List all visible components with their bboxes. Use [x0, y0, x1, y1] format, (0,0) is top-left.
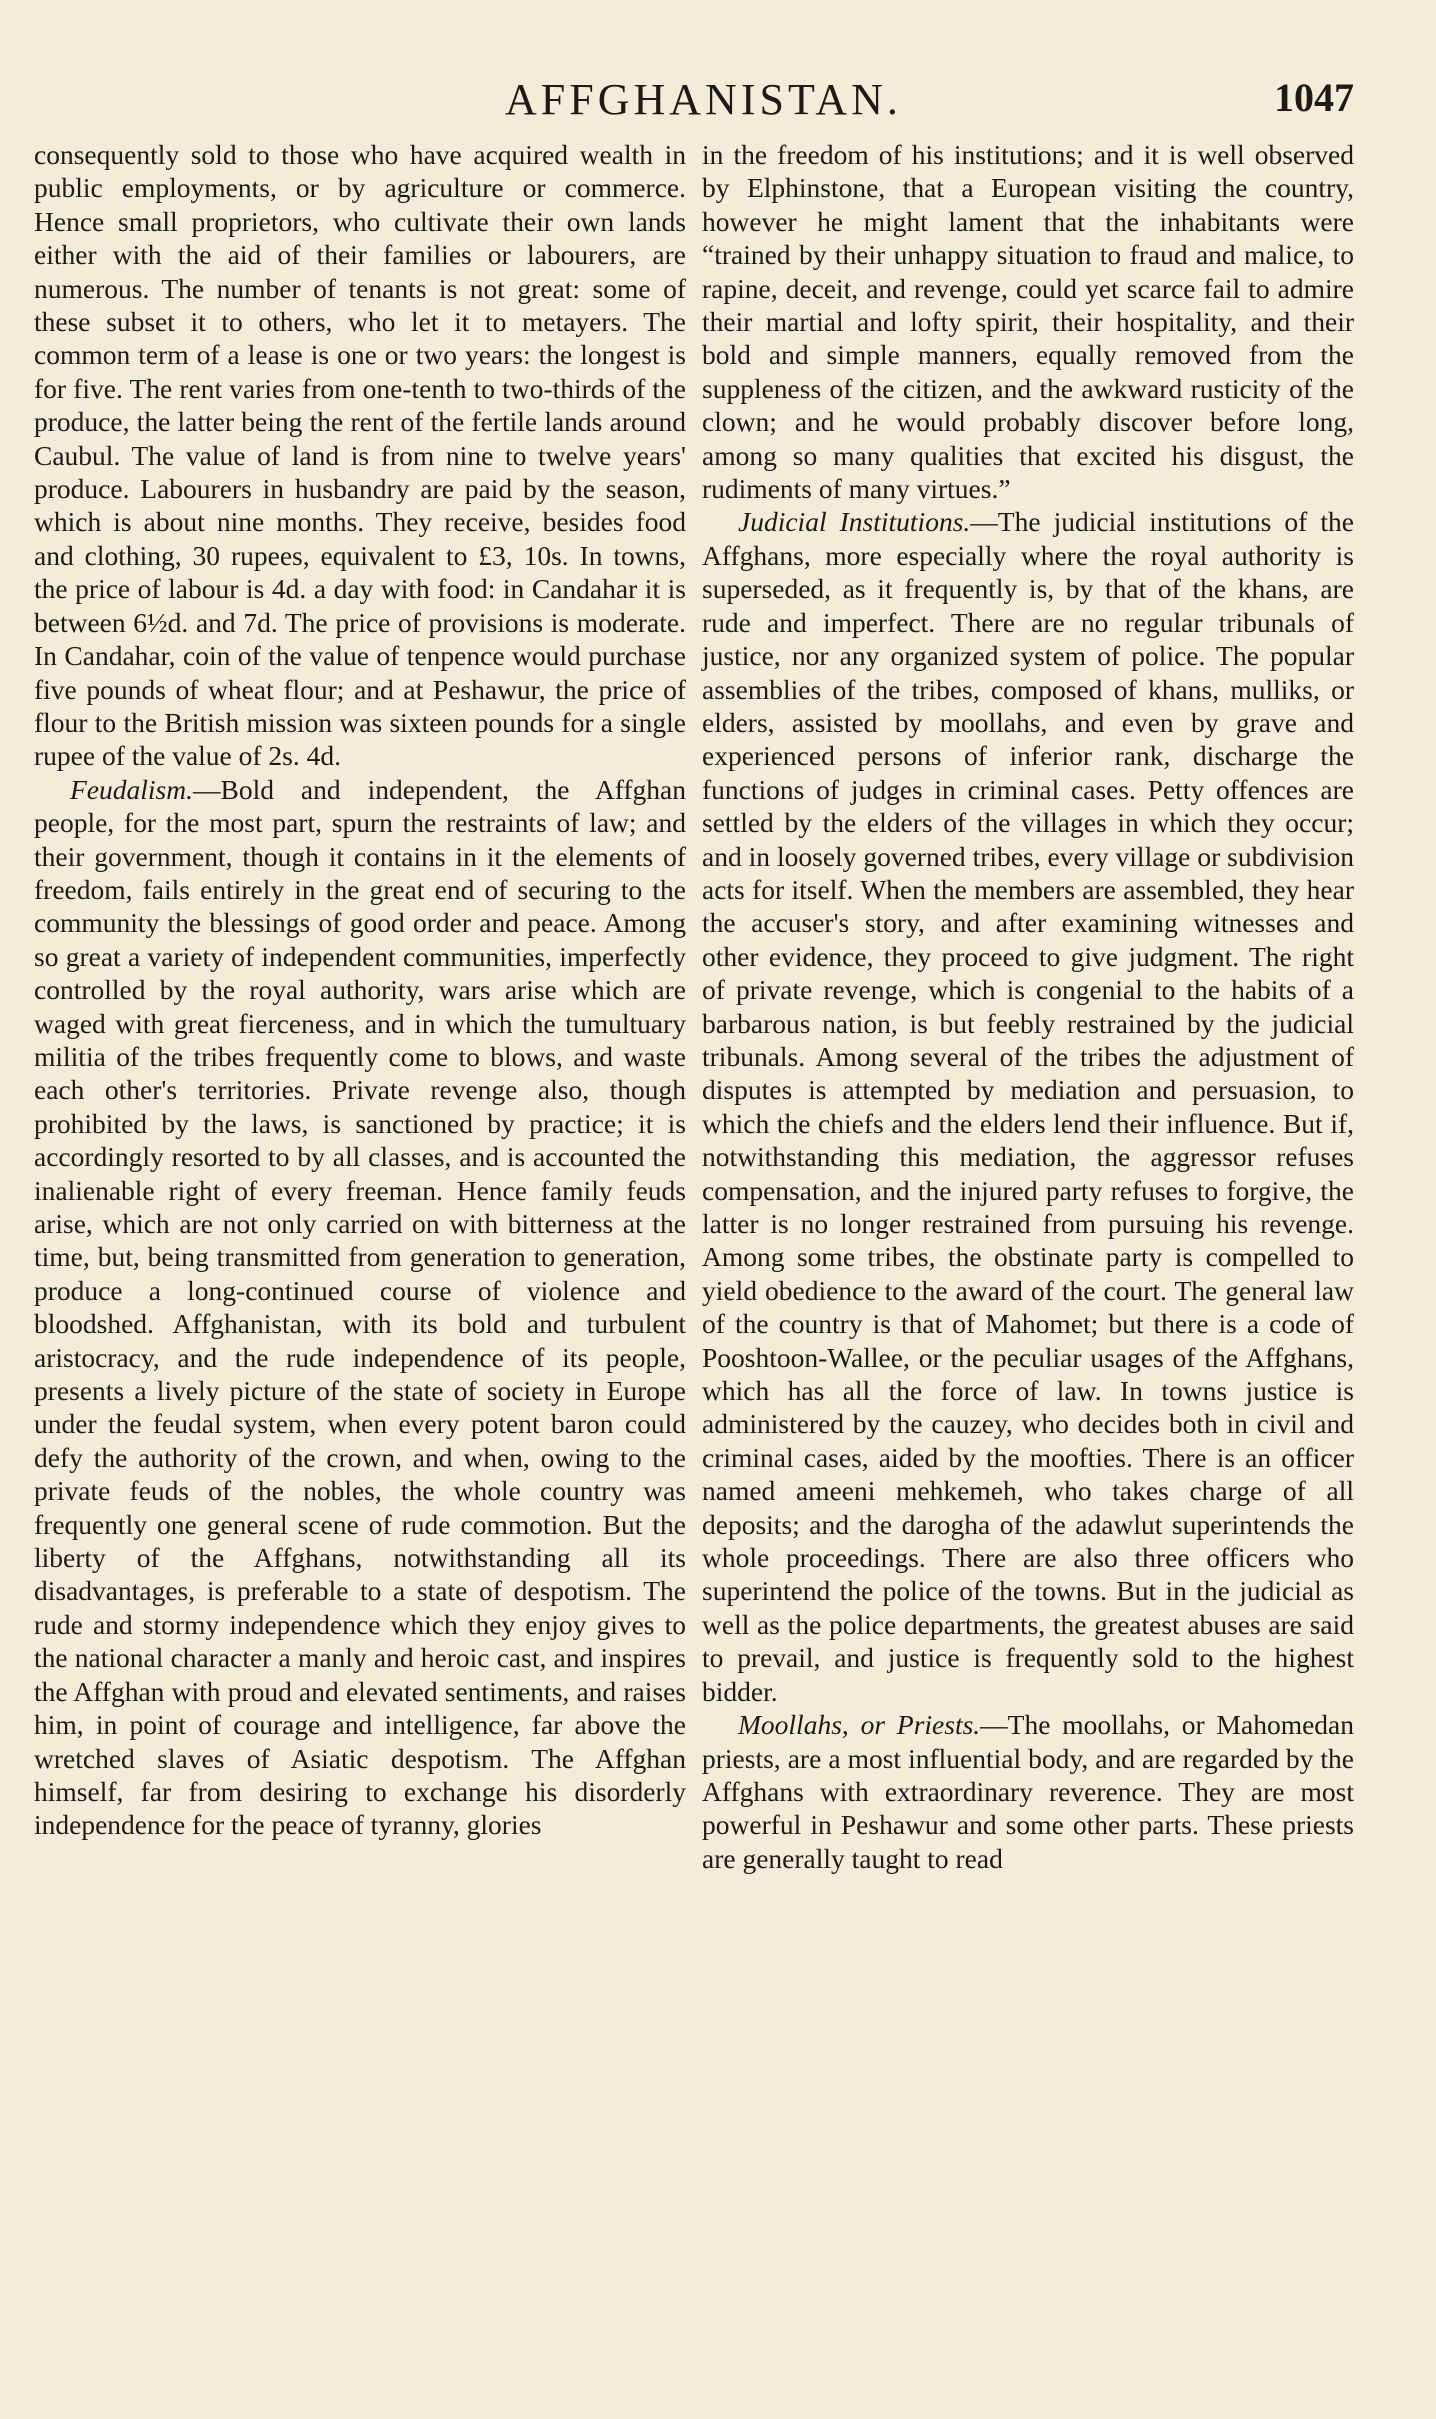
paragraph-land-tenure: consequently sold to those who have acquired wealth in public employments, or by agriculture or commerce. Hence small proprietors, who cultivate their own lands either with the aid of their families or labourers, are numerous. The number of tenants is not great: some of these subset it to others, who let it to metayers. The common term of a lease is one or two years: the longest is for five. The rent varies from one-tenth to two-thirds of the produce, the latter being the rent of the fertile lands around Caubul. The value of land is from nine to twelve years' produce. Labourers in husbandry are paid by the season, which is about nine months. They receive, besides food and clothing, 30 rupees, equivalent to £3, 10s. In towns, the price of labour is 4d. a day with food: in Candahar it is between 6½d. and 7d. The price of provisions is moderate. In Candahar, coin of the value of tenpence would purchase five pounds of wheat flour; and at Peshawur, the price of flour to the British mission was sixteen pounds for a single rupee of the value of 2s. 4d.: [34, 139, 686, 772]
running-title: AFFGHANISTAN.: [505, 75, 902, 124]
right-column: [702, 138, 1354, 1875]
paragraph-judicial: [702, 505, 1354, 1708]
feudalism-text: —Bold and independent, the Affghan people, for the most part, spurn the restraints of law; and their government, though it contains in it the elements of freedom, fails entirely in the great end of securing to the community the blessings of good order and peace. Among so great a variety of independent communities, imperfectly controlled by the royal authority, wars arise which are waged with great fierceness, and in which the tumultuary militia of the tribes frequently come to blows, and waste each other's territories. Private revenge also, though prohibited by the laws, is sanctioned by practice; it is accordingly resorted to by all classes, and is accounted the inalienable right of every freeman. Hence family feuds arise, which are not only carried on with bitterness at the time, but, being transmitted from generation to generation, produce a long-continued course of violence and bloodshed. Affghanistan, with its bold and turbulent aristocracy, and the rude independence of its people, presents a lively picture of the state of society in Europe under the feudal system, when every potent baron could defy the authority of the crown, and when, owing to the private feuds of the nobles, the whole country was frequently one general scene of rude commotion. But the liberty of the Affghans, notwithstanding all its disadvantages, is preferable to a state of despotism. The rude and stormy independence which they enjoy gives to the national character a manly and heroic cast, and inspires the Affghan with proud and elevated sentiments, and raises him, in point of courage and intelligence, far above the wretched slaves of Asiatic despotism. The Affghan himself, far from desiring to exchange his disorderly independence for the peace of tyranny, glories: [34, 773, 686, 1841]
page-number: 1047: [1274, 75, 1354, 120]
section-heading-judicial: Judicial Institutions.: [738, 506, 971, 538]
paragraph-moollahs: [702, 1708, 1354, 1875]
section-heading-moollahs: Moollahs, or Priests.: [738, 1709, 981, 1741]
running-header: [0, 74, 1436, 134]
paragraph-feudalism: [34, 773, 686, 1842]
judicial-text: —The judicial institutions of the Affghans, more especially where the royal authority is superseded, as it frequently is, by that of the khans, are rude and imperfect. There are no regular tribunals of justice, nor any organized system of police. The popular assemblies of the tribes, composed of khans, mulliks, or elders, assisted by moollahs, and even by grave and experienced persons of inferior rank, discharge the functions of judges in criminal cases. Petty offences are settled by the elders of the villages in which they occur; and in loosely governed tribes, every village or subdivision acts for itself. When the members are assembled, they hear the accuser's story, and after examining witnesses and other evidence, they proceed to give judgment. The right of private revenge, which is congenial to the habits of a barbarous nation, is but feebly restrained by the judicial tribunals. Among several of the tribes the adjustment of disputes is attempted by mediation and persuasion, to which the chiefs and the elders lend their influence. But if, notwithstanding this mediation, the aggressor refuses compensation, and the injured party refuses to forgive, the latter is no longer restrained from pursuing his revenge. Among some tribes, the obstinate party is compelled to yield obedience to the award of the court. The general law of the country is that of Mahomet; but there is a code of Pooshtoon-Wallee, or the peculiar usages of the Affghans, which has all the force of law. In towns justice is administered by the cauzey, who decides both in civil and criminal cases, aided by the moofties. There is an officer named ameeni mehkemeh, who takes charge of all deposits; and the darogha of the adawlut superintends the whole proceedings. There are also three officers who superintend the police of the towns. But in the judicial as well as the police departments, the greatest abuses are said to prevail, and justice is frequently sold to the highest bidder.: [702, 506, 1354, 1707]
left-column: [34, 138, 686, 1842]
paragraph-freedom: in the freedom of his institutions; and it is well observed by Elphinstone, that a European visiting the country, however he might lament that the inhabitants were “trained by their unhappy situation to fraud and malice, to rapine, deceit, and revenge, could yet scarce fail to admire their martial and lofty spirit, their hospitality, and their bold and simple manners, equally removed from the suppleness of the citizen, and the awkward rusticity of the clown; and he would probably discover before long, among so many qualities that excited his disgust, the rudiments of many virtues.”: [702, 139, 1354, 505]
moollahs-text: —The moollahs, or Mahomedan priests, are a most influential body, and are regarded by the Affghans with extraordinary reverence. They are most powerful in Peshawur and some other parts. These priests are generally taught to read: [702, 1709, 1355, 1874]
section-heading-feudalism: Feudalism.: [70, 773, 193, 805]
